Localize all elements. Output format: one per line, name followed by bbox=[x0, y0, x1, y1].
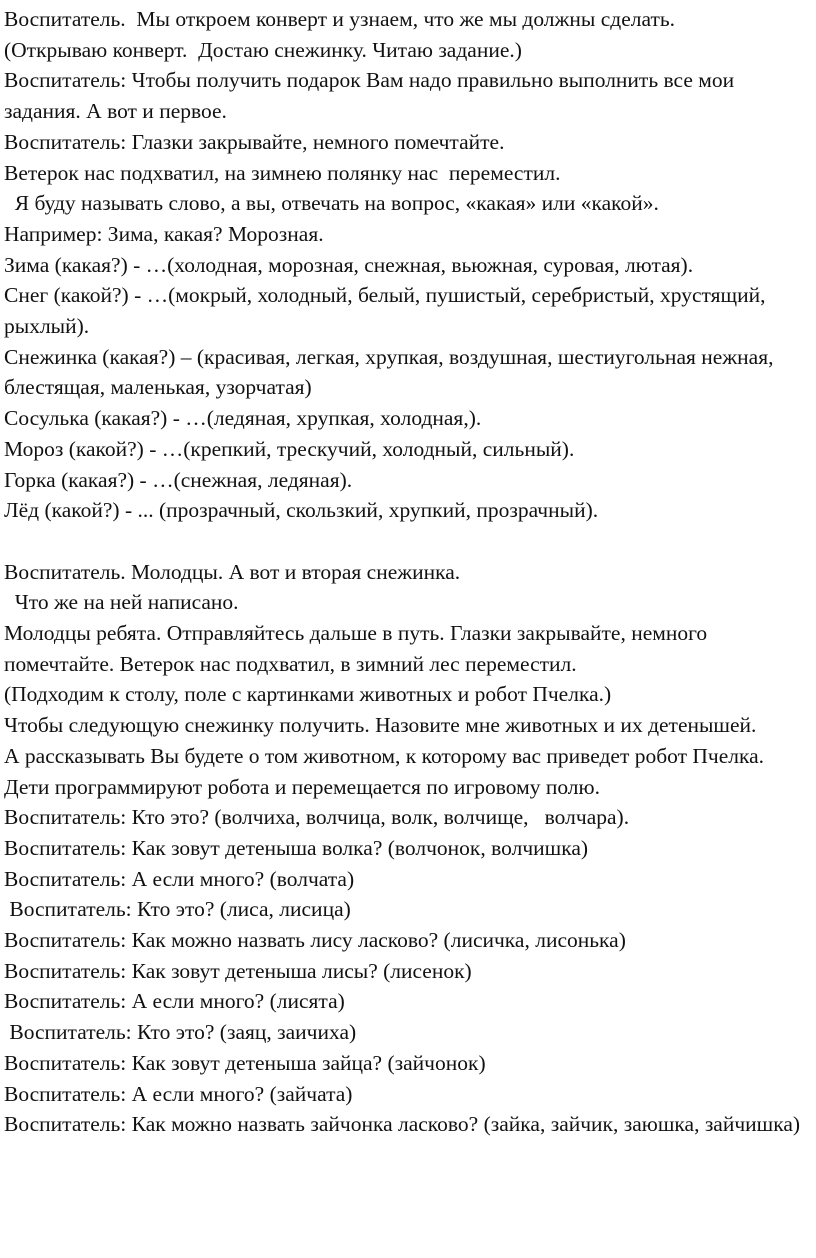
paragraph-hill: Горка (какая?) - …(снежная, ледяная). bbox=[4, 467, 353, 492]
paragraph-snow: Снег (какой?) - …(мокрый, холодный, белый, пушистый, серебристый, хрустящий, рыхлый). bbox=[4, 283, 771, 339]
paragraph-wolf-who: Воспитатель: Кто это? (волчиха, волчица, волк, волчище, волчара). bbox=[4, 805, 630, 830]
paragraph-snowflake: Снежинка (какая?) – (красивая, легкая, хрупкая, воздушная, шестиугольная нежная, блестящая, маленькая, узорчатая) bbox=[4, 344, 779, 400]
paragraph-onward: Молодцы ребята. Отправляйтесь дальше в путь. Глазки закрывайте, немного помечтайте. Ветерок нас подхватил, в зимний лес переместил. bbox=[4, 621, 713, 676]
paragraph-icicle: Сосулька (какая?) - …(ледяная, хрупкая, холодная,). bbox=[4, 406, 482, 431]
paragraph-robot-bee: А рассказывать Вы будете о том животном, к которому вас приведет робот Пчелка. bbox=[4, 743, 765, 768]
paragraph-hare-cub: Воспитатель: Как зовут детеныша зайца? (зайчонок) bbox=[4, 1050, 486, 1075]
paragraph-hare-who: Воспитатель: Кто это? (заяц, заичиха) bbox=[4, 1020, 357, 1045]
paragraph-game-rules: Я буду называть слово, а вы, отвечать на вопрос, «какая» или «какой». bbox=[4, 191, 659, 216]
paragraph-what-written: Что же на ней написано. bbox=[4, 590, 239, 615]
paragraph-wolf-many: Воспитатель: А если много? (волчата) bbox=[4, 866, 355, 891]
blank-line bbox=[4, 526, 808, 557]
paragraph-hare-many: Воспитатель: А если много? (зайчата) bbox=[4, 1081, 353, 1106]
paragraph-hare-affectionate: Воспитатель: Как можно назвать зайчонка ласково? (зайка, зайчик, заюшка, зайчишка) bbox=[4, 1112, 801, 1137]
paragraph-children-program: Дети программируют робота и перемещается по игровому полю. bbox=[4, 774, 600, 799]
paragraph-close-eyes: Воспитатель: Глазки закрывайте, немного помечтайте. bbox=[4, 129, 505, 154]
paragraph-gift-tasks: Воспитатель: Чтобы получить подарок Вам надо правильно выполнить все мои задания. А вот и первое. bbox=[4, 68, 740, 124]
paragraph-wolf-cub: Воспитатель: Как зовут детеныша волка? (волчонок, волчишка) bbox=[4, 835, 589, 860]
paragraph-example: Например: Зима, какая? Морозная. bbox=[4, 221, 324, 246]
paragraph-frost: Мороз (какой?) - …(крепкий, трескучий, холодный, сильный). bbox=[4, 436, 575, 461]
paragraph-fox-who: Воспитатель: Кто это? (лиса, лисица) bbox=[4, 897, 351, 922]
paragraph-ice: Лёд (какой?) - ... (прозрачный, скользкий, хрупкий, прозрачный). bbox=[4, 498, 599, 523]
paragraph-name-animals: Чтобы следующую снежинку получить. Назовите мне животных и их детенышей. bbox=[4, 713, 757, 738]
paragraph-intro: Воспитатель. Мы откроем конверт и узнаем, что же мы должны сделать. bbox=[4, 7, 676, 31]
paragraph-fox-affectionate: Воспитатель: Как можно назвать лису ласково? (лисичка, лисонька) bbox=[4, 928, 626, 953]
paragraph-fox-many: Воспитатель: А если много? (лисята) bbox=[4, 989, 345, 1014]
paragraph-robot-field: (Подходим к столу, поле с картинками животных и робот Пчелка.) bbox=[4, 682, 612, 707]
paragraph-fox-cub: Воспитатель: Как зовут детеныша лисы? (лисенок) bbox=[4, 958, 472, 983]
paragraph-winter: Зима (какая?) - …(холодная, морозная, снежная, вьюжная, суровая, лютая). bbox=[4, 252, 694, 277]
paragraph-second-snowflake: Воспитатель. Молодцы. А вот и вторая снежинка. bbox=[4, 559, 461, 584]
paragraph-open-envelope: (Открываю конверт. Достаю снежинку. Читаю задание.) bbox=[4, 37, 522, 62]
paragraph-breeze: Ветерок нас подхватил, на зимнею полянку нас переместил. bbox=[4, 160, 561, 185]
